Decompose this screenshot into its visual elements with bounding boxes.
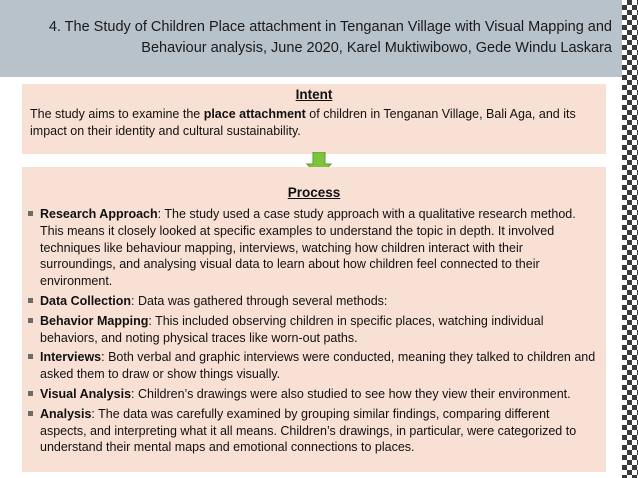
process-item-term: Data Collection [40, 293, 131, 308]
process-heading: Process [287, 185, 341, 200]
decorative-side-pattern [622, 0, 638, 478]
process-item-term: Research Approach [40, 207, 158, 221]
process-item-term: Analysis [40, 406, 92, 421]
process-item [28, 293, 598, 310]
process-item-text: : This included observing children in specific places, watching individual behaviors, and noting physical traces like worn-out paths. [40, 313, 544, 345]
process-item [28, 386, 598, 403]
slide-title [20, 17, 612, 59]
process-item-term: Visual Analysis [40, 386, 132, 401]
slide-title-line1: 4. The Study of Children Place attachment in Tenganan Village with Visual Mapping and [48, 19, 612, 35]
process-item [28, 406, 598, 456]
process-item-text: : Data was gathered through several methods: [131, 293, 388, 308]
process-item-text: : The data was carefully examined by grouping similar findings, comparing different aspects, and interpreting what it all means. Children’s drawings, in particular, were categorized to understand their mental maps and emotional connections to places. [40, 406, 577, 455]
bullet-icon [28, 298, 33, 303]
intent-heading: Intent [295, 87, 333, 102]
intent-text [30, 106, 598, 140]
bullet-icon [28, 411, 33, 416]
intent-text-bold: place attachment [203, 107, 306, 121]
process-item-term: Behavior Mapping [40, 313, 149, 328]
intent-box [22, 84, 606, 154]
bullet-icon [28, 391, 33, 396]
title-banner [0, 0, 622, 77]
process-item-text: : The study used a case study approach with a qualitative research method. This means it closely looked at specific examples to understand the topic in depth. It involved techniques like behaviour mapping, interviews, watching how children interact with their surroundings, and analysing visual data to learn about how children feel connected to their environment. [40, 207, 576, 289]
process-item-text: : Children’s drawings were also studied to see how they view their environment. [131, 386, 571, 401]
process-item-text: : Both verbal and graphic interviews were conducted, meaning they talked to children and asked them to draw or show things visually. [40, 350, 596, 382]
slide-title-line2: Behaviour analysis, June 2020, Karel Muktiwibowo, Gede Windu Laskara [141, 40, 612, 56]
bullet-icon [28, 318, 33, 323]
bullet-icon [28, 211, 33, 216]
intent-text-part: of children in Tenganan Village, Bali Aga, and its impact on their identity and cultural sustainability. [30, 107, 576, 138]
process-item [28, 206, 598, 290]
intent-text-part: The study aims to examine the [30, 107, 204, 121]
process-box [22, 167, 606, 472]
bullet-icon [28, 354, 33, 359]
process-item [28, 313, 598, 347]
process-list [22, 206, 606, 456]
process-item-term: Interviews [40, 350, 102, 365]
process-item [28, 349, 598, 383]
